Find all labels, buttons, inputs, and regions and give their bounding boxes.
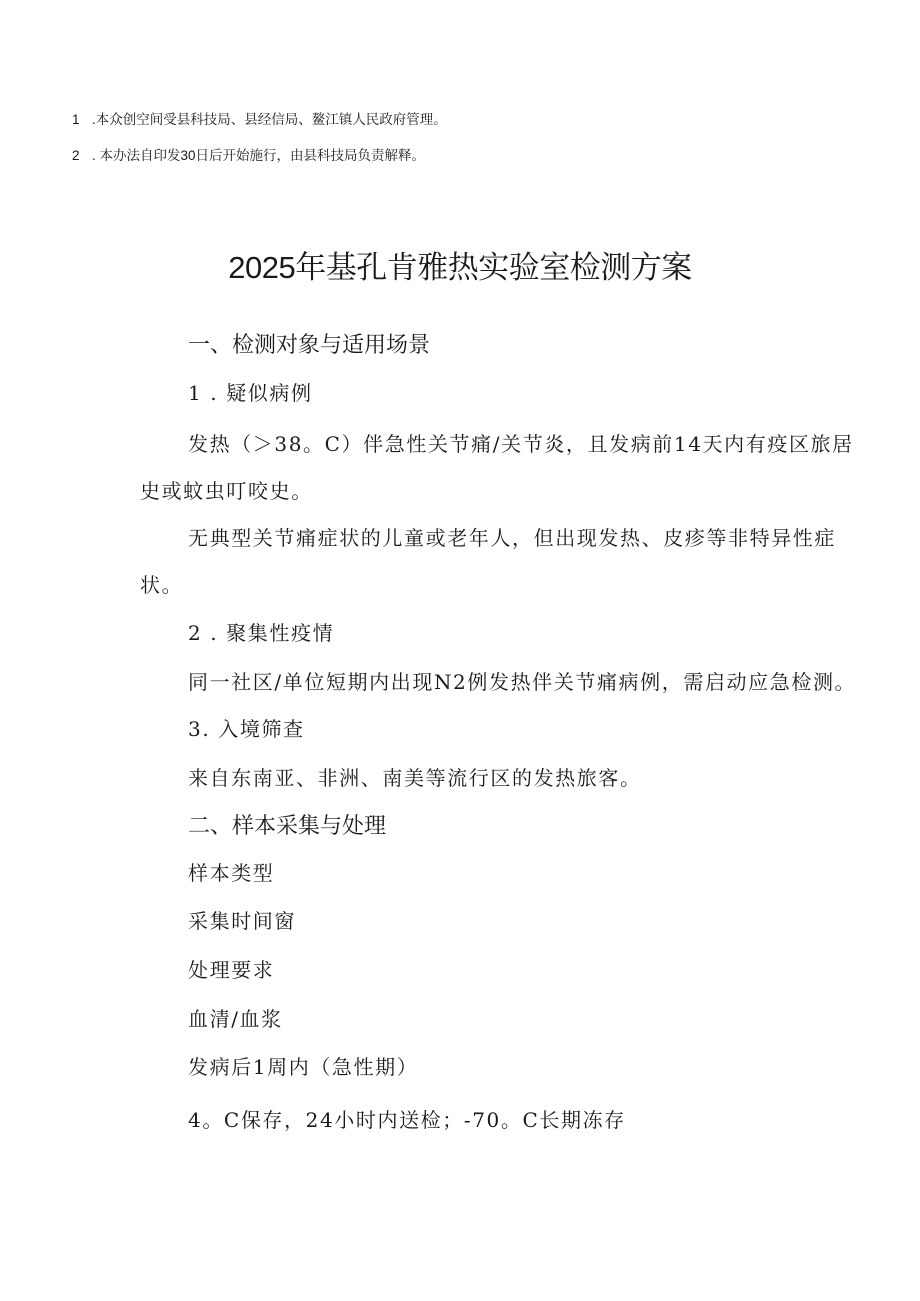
note-1-text: .本众创空间受县科技局、县经信局、鳌江镇人民政府管理。	[92, 112, 447, 127]
item-1-paragraph-2-line-2: 状。	[140, 573, 184, 597]
item-1-paragraph-1-line-1: 发热（＞38。C）伴急性关节痛/关节炎，且发病前14天内有疫区旅居	[188, 432, 854, 456]
item-1-label: 1 . 疑似病例	[188, 381, 313, 405]
item-3-paragraph: 来自东南亚、非洲、南美等流行区的发热旅客。	[188, 766, 642, 790]
section-2-heading: 二、样本采集与处理	[188, 813, 387, 838]
serum-plasma-value: 血清/血浆	[188, 1007, 283, 1031]
item-1-paragraph-1-line-2: 史或蚊虫叮咬史。	[140, 479, 313, 503]
collection-window-value: 发病后1周内（急性期）	[188, 1055, 419, 1079]
collection-window-label: 采集时间窗	[188, 909, 296, 933]
item-2-paragraph: 同一社区/单位短期内出现N2例发热伴关节痛病例，需启动应急检测。	[188, 670, 857, 694]
sample-type-label: 样本类型	[188, 861, 275, 885]
note-2	[72, 144, 425, 164]
storage-requirement-value: 4。C保存，24小时内送检；-70。C长期冻存	[188, 1108, 626, 1132]
note-1-number: 1	[72, 112, 80, 127]
note-2-number: 2	[72, 148, 80, 163]
handling-requirement-label: 处理要求	[188, 958, 275, 982]
item-2-label: 2 . 聚集性疫情	[188, 621, 335, 645]
item-1-paragraph-2-line-1: 无典型关节痛症状的儿童或老年人，但出现发热、皮疹等非特异性症	[188, 526, 836, 550]
section-1-heading: 一、检测对象与适用场景	[188, 332, 431, 357]
note-1	[72, 108, 447, 128]
item-3-label: 3. 入境筛查	[188, 717, 305, 741]
note-2-text: . 本办法自印发30日后开始施行，由县科技局负责解释。	[92, 148, 426, 163]
document-title: 2025年基孔肯雅热实验室检测方案	[228, 250, 692, 285]
